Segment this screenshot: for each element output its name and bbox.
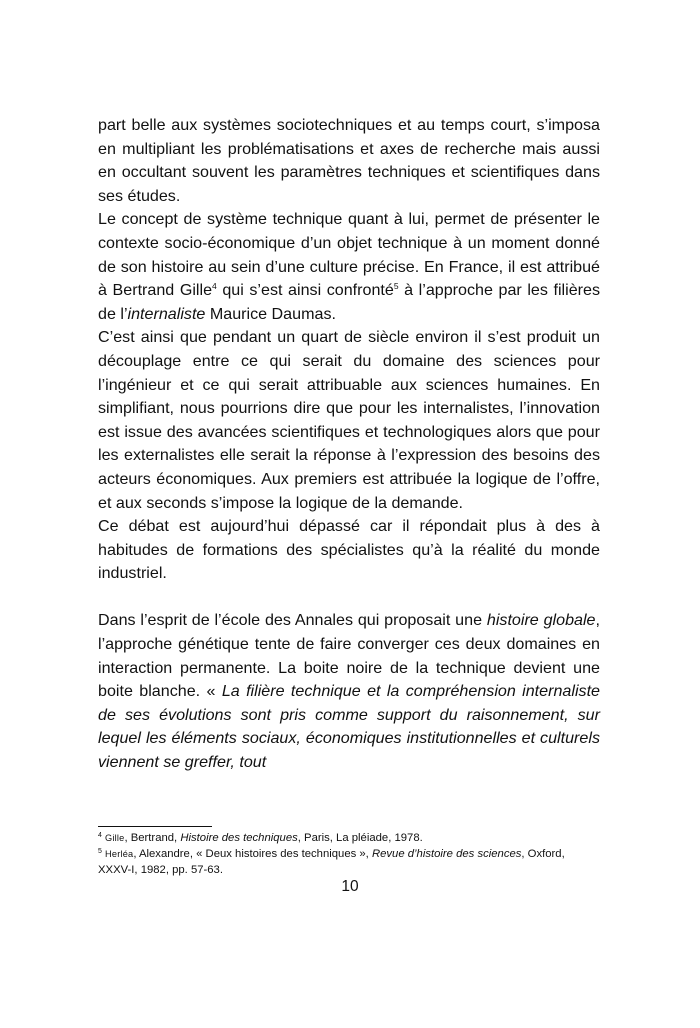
footnote-separator <box>98 826 212 827</box>
footnote-ref-5[interactable]: 5 <box>393 281 399 292</box>
paragraph-4: Ce débat est aujourd’hui dépassé car il répondait plus à des à habitudes de formations des spécialistes qu’à la réalité du monde industriel. <box>98 517 600 583</box>
paragraph-1: part belle aux systèmes sociotechniques et au temps court, s’imposa en multipliant les problématisations et axes de recherche mais aussi en occultant souvent les paramètres techniques et scientifiques dans ses études. <box>98 116 600 205</box>
paragraph-5: Dans l’esprit de l’école des Annales qui proposait une histoire globale, l’approche génétique tente de faire converger ces deux domaines en interaction permanente. La boite noire de la technique devient une boite blanche. « La filière technique et la compréhension internaliste de ses évolutions sont pris comme support du raisonnement, sur lequel les éléments sociaux, économiques institutionnelles et culturels viennent se greffer, tout <box>98 611 600 772</box>
footnote-author: Herléa <box>105 849 134 859</box>
quotation-italic: La filière technique et la compréhension internaliste de ses évolutions sont pris comme support du raisonnement, sur lequel les éléments sociaux, économiques institutionnelles et culturels viennent se greffer, tout <box>98 682 600 772</box>
footnote-title: Histoire des techniques <box>180 832 298 844</box>
emphasis-internaliste: internaliste <box>127 304 206 323</box>
paragraph-2: Le concept de système technique quant à lui, permet de présenter le contexte socio-économique d’un objet technique à un moment donné de son histoire au sein d’une culture précise. En France, il est attribué à Bertrand Gille$^4$ qui s’est ainsi confronté$^5$ à l’approche par les filières de l’internaliste Maurice Daumas. <box>98 210 600 323</box>
emphasis-histoire-globale: histoire globale <box>486 611 596 630</box>
page-number: 10 <box>341 878 359 895</box>
body-text <box>98 114 600 775</box>
paragraph-gap <box>98 586 600 610</box>
footnote-ref-4[interactable]: 4 <box>212 281 217 292</box>
footnotes <box>98 830 600 878</box>
footnote-5: $^5$ Herléa, Alexandre, « Deux histoires des techniques », Revue d’histoire des sciences, Oxford, XXXV-I, 1982, pp. 57-63. <box>98 848 565 876</box>
paragraph-3: C’est ainsi que pendant un quart de siècle environ il s’est produit un découplage entre ce qui serait du domaine des sciences pour l’ingénieur et ce qui serait attribuable aux sciences humaines. En simplifiant, nous pourrions dire que pour les internalistes, l’innovation est issue des avancées scientifiques et technologiques alors que pour les externalistes elle serait la réponse à l’expression des besoins des acteurs économiques. Aux premiers est attribuée la logique de l’offre, et aux seconds s’impose la logique de la demande. <box>98 328 600 512</box>
footnote-4: $^4$ Gille, Bertrand, Histoire des techniques, Paris, La pléiade, 1978. <box>98 832 423 844</box>
footnote-author: Gille <box>105 833 125 843</box>
footnote-title: Revue d’histoire des sciences <box>371 848 522 860</box>
